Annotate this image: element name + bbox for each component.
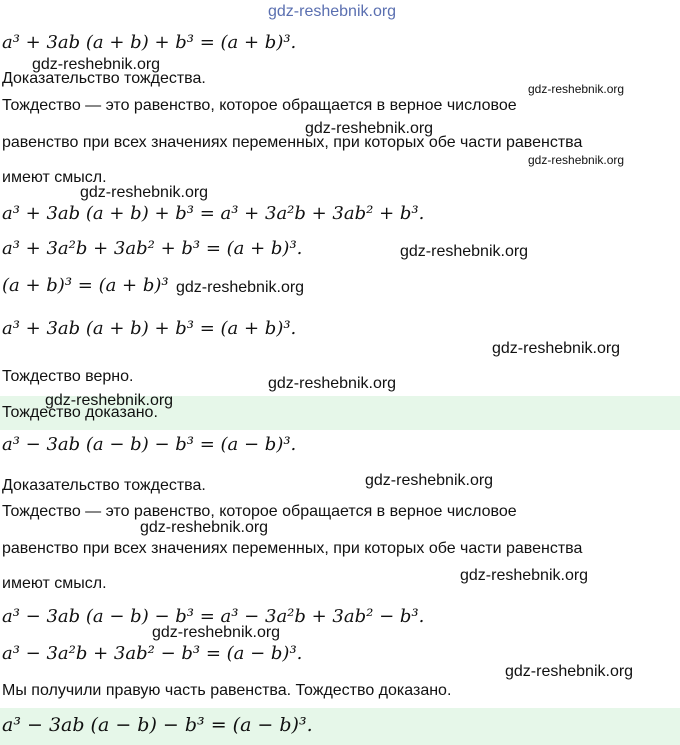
definition-line-2c: имеют смысл. [2, 575, 107, 592]
watermark: gdz-reshebnik.org [365, 472, 494, 489]
watermark: gdz-reshebnik.org [505, 663, 634, 680]
watermark: gdz-reshebnik.org [492, 340, 621, 357]
watermark: gdz-reshebnik.org [305, 120, 434, 137]
proof-label-1: Доказательство тождества. [2, 70, 206, 87]
watermark: gdz-reshebnik.org [268, 3, 397, 20]
watermark: gdz-reshebnik.org [528, 82, 625, 96]
watermark: gdz-reshebnik.org [45, 392, 174, 409]
proof-label-2: Доказательство тождества. [2, 477, 206, 494]
watermark: gdz-reshebnik.org [32, 56, 161, 73]
definition-line-2b: равенство при всех значениях переменных, при которых обе части равенства [2, 540, 583, 557]
definition-line-1c: имеют смысл. [2, 169, 107, 186]
step-1-3: (a + b)³ = (a + b)³ [2, 275, 169, 296]
definition-line-1b: равенство при всех значениях переменных, при которых обе части равенства [2, 134, 583, 151]
watermark: gdz-reshebnik.org [176, 279, 305, 296]
step-2-1: a³ − 3ab (a − b) − b³ = a³ − 3a²b + 3ab² − b³. [2, 606, 425, 627]
verdict-1: Тождество верно. [2, 368, 134, 385]
watermark: gdz-reshebnik.org [400, 243, 529, 260]
definition-line-1a: Тождество — это равенство, которое обращается в верное числовое [2, 97, 517, 114]
step-2-2: a³ − 3a²b + 3ab² − b³ = (a − b)³. [2, 643, 303, 664]
watermark: gdz-reshebnik.org [460, 567, 589, 584]
step-1-4: a³ + 3ab (a + b) + b³ = (a + b)³. [2, 318, 297, 339]
watermark: gdz-reshebnik.org [140, 519, 269, 536]
watermark: gdz-reshebnik.org [528, 153, 625, 167]
final-formula-2: a³ − 3ab (a − b) − b³ = (a − b)³. [2, 714, 313, 736]
definition-line-2a: Тождество — это равенство, которое обращается в верное числовое [2, 503, 517, 520]
result-text-2: Мы получили правую часть равенства. Тождество доказано. [2, 682, 452, 699]
conclusion-1: Тождество доказано. [2, 404, 158, 421]
step-1-1: a³ + 3ab (a + b) + b³ = a³ + 3a²b + 3ab² + b³. [2, 203, 425, 224]
watermark: gdz-reshebnik.org [152, 624, 281, 641]
watermark: gdz-reshebnik.org [268, 375, 397, 392]
watermark: gdz-reshebnik.org [80, 184, 209, 201]
heading-formula-2: a³ − 3ab (a − b) − b³ = (a − b)³. [2, 434, 297, 455]
heading-formula-1: a³ + 3ab (a + b) + b³ = (a + b)³. [2, 32, 297, 53]
step-1-2: a³ + 3a²b + 3ab² + b³ = (a + b)³. [2, 238, 303, 259]
